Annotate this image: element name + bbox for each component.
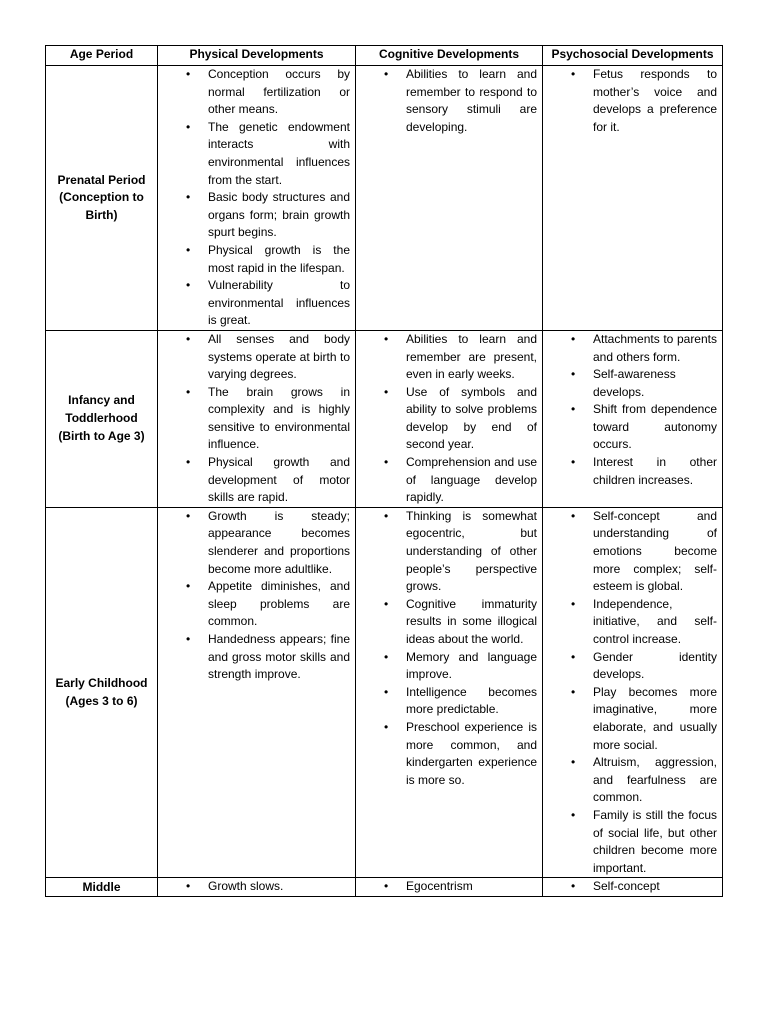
list-item: • Cognitive immaturity results in some illogical ideas about the world. xyxy=(356,596,537,649)
list-item: • Altruism, aggression, and fearfulness are common. xyxy=(543,754,717,807)
header-psychosocial: Psychosocial Developments xyxy=(543,46,723,66)
bullet-list xyxy=(543,331,717,489)
list-item: • Appetite diminishes, and sleep problems are common. xyxy=(158,578,350,631)
list-item: • Independence, initiative, and self-control increase. xyxy=(543,596,717,649)
header-age-period: Age Period xyxy=(46,46,158,66)
list-item: • Self-concept xyxy=(543,878,717,896)
bullet-list xyxy=(158,508,350,684)
cognitive-cell xyxy=(356,330,543,507)
list-item: • Use of symbols and ability to solve problems develop by end of second year. xyxy=(356,384,537,454)
table-row xyxy=(46,330,723,507)
bullet-list xyxy=(158,878,350,896)
list-item: • Self-awareness develops. xyxy=(543,366,717,401)
list-item: • Fetus responds to mother’s voice and develops a preference for it. xyxy=(543,66,717,136)
list-item: • Family is still the focus of social life, but other children become more important. xyxy=(543,807,717,877)
list-item: • Attachments to parents and others form. xyxy=(543,331,717,366)
list-item: • Physical growth and development of motor skills are rapid. xyxy=(158,454,350,507)
development-table xyxy=(45,45,723,897)
list-item: • Growth is steady; appearance becomes slenderer and proportions become more adultlike. xyxy=(158,508,350,578)
bullet-list xyxy=(158,331,350,507)
list-item: • Gender identity develops. xyxy=(543,649,717,684)
list-item: • Thinking is somewhat egocentric, but understanding of other people’s perspective grows. xyxy=(356,508,537,596)
age-period-cell: Middle xyxy=(46,878,158,897)
age-period-cell: Infancy and Toddlerhood (Birth to Age 3) xyxy=(46,330,158,507)
list-item: • The genetic endowment interacts with environmental influences from the start. xyxy=(158,119,350,189)
list-item: • Play becomes more imaginative, more elaborate, and usually more social. xyxy=(543,684,717,754)
cognitive-cell xyxy=(356,878,543,897)
bullet-list xyxy=(356,508,537,790)
list-item: • Vulnerability to environmental influences is great. xyxy=(158,277,350,330)
list-item: • Growth slows. xyxy=(158,878,350,896)
cognitive-cell xyxy=(356,66,543,331)
table-row xyxy=(46,507,723,877)
list-item: • Self-concept and understanding of emotions become more complex; self-esteem is global. xyxy=(543,508,717,596)
list-item: • Interest in other children increases. xyxy=(543,454,717,489)
list-item: • Conception occurs by normal fertilization or other means. xyxy=(158,66,350,119)
list-item: • Comprehension and use of language develop rapidly. xyxy=(356,454,537,507)
list-item: • Shift from dependence toward autonomy occurs. xyxy=(543,401,717,454)
cognitive-cell xyxy=(356,507,543,877)
header-cognitive: Cognitive Developments xyxy=(356,46,543,66)
list-item: • The brain grows in complexity and is highly sensitive to environmental influence. xyxy=(158,384,350,454)
list-item: • All senses and body systems operate at birth to varying degrees. xyxy=(158,331,350,384)
age-period-cell: Prenatal Period (Conception to Birth) xyxy=(46,66,158,331)
bullet-list xyxy=(356,331,537,507)
psychosocial-cell xyxy=(543,507,723,877)
list-item: • Abilities to learn and remember are present, even in early weeks. xyxy=(356,331,537,384)
table-row xyxy=(46,878,723,897)
list-item: • Memory and language improve. xyxy=(356,649,537,684)
physical-cell xyxy=(158,507,356,877)
bullet-list xyxy=(158,66,350,330)
list-item: • Basic body structures and organs form; brain growth spurt begins. xyxy=(158,189,350,242)
bullet-list xyxy=(543,66,717,136)
bullet-list xyxy=(543,508,717,877)
list-item: • Preschool experience is more common, and kindergarten experience is more so. xyxy=(356,719,537,789)
list-item: • Abilities to learn and remember to respond to sensory stimuli are developing. xyxy=(356,66,537,136)
physical-cell xyxy=(158,878,356,897)
bullet-list xyxy=(543,878,717,896)
psychosocial-cell xyxy=(543,878,723,897)
header-physical: Physical Developments xyxy=(158,46,356,66)
header-row xyxy=(46,46,723,66)
physical-cell xyxy=(158,330,356,507)
psychosocial-cell xyxy=(543,66,723,331)
physical-cell xyxy=(158,66,356,331)
list-item: • Handedness appears; fine and gross motor skills and strength improve. xyxy=(158,631,350,684)
bullet-list xyxy=(356,66,537,136)
list-item: • Intelligence becomes more predictable. xyxy=(356,684,537,719)
psychosocial-cell xyxy=(543,330,723,507)
table-row xyxy=(46,66,723,331)
age-period-cell: Early Childhood (Ages 3 to 6) xyxy=(46,507,158,877)
list-item: • Egocentrism xyxy=(356,878,537,896)
list-item: • Physical growth is the most rapid in the lifespan. xyxy=(158,242,350,277)
bullet-list xyxy=(356,878,537,896)
